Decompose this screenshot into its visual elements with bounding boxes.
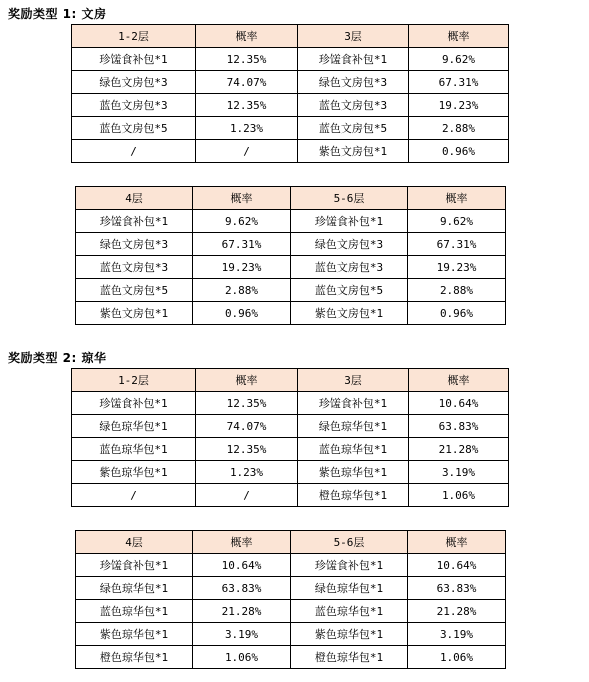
table-cell: 74.07%	[196, 415, 298, 438]
table-cell: 蓝色文房包*3	[291, 256, 408, 279]
reward-table	[75, 530, 506, 669]
table-row	[76, 210, 506, 233]
table-header-row	[76, 187, 506, 210]
table-cell: 2.88%	[408, 279, 506, 302]
table-cell: 紫色琼华包*1	[76, 623, 193, 646]
table-cell: 紫色文房包*1	[76, 302, 193, 325]
table-cell: 绿色琼华包*1	[291, 577, 408, 600]
table-cell: /	[196, 484, 298, 507]
table-cell: 珍馐食补包*1	[291, 210, 408, 233]
table-cell: 12.35%	[196, 94, 298, 117]
header-cell: 3层	[298, 369, 409, 392]
table-cell: 橙色琼华包*1	[291, 646, 408, 669]
table-cell: 67.31%	[193, 233, 291, 256]
header-cell: 5-6层	[291, 531, 408, 554]
header-cell: 4层	[76, 531, 193, 554]
table-cell: 1.06%	[408, 646, 506, 669]
table-cell: 2.88%	[193, 279, 291, 302]
table-cell: 19.23%	[408, 256, 506, 279]
table-row	[76, 577, 506, 600]
table-cell: 74.07%	[196, 71, 298, 94]
table-row	[72, 415, 509, 438]
table-cell: /	[72, 484, 196, 507]
table-cell: 珍馐食补包*1	[72, 48, 196, 71]
table-header-row	[76, 531, 506, 554]
table-cell: 63.83%	[408, 577, 506, 600]
table-cell: 蓝色文房包*3	[76, 256, 193, 279]
header-cell: 1-2层	[72, 369, 196, 392]
table-row	[76, 554, 506, 577]
table-cell: /	[72, 140, 196, 163]
section-title: 奖励类型 1: 文房	[8, 7, 107, 21]
header-cell: 概率	[409, 369, 509, 392]
table-row	[76, 233, 506, 256]
table-cell: 蓝色文房包*5	[76, 279, 193, 302]
header-cell: 概率	[408, 531, 506, 554]
table-header-row	[72, 369, 509, 392]
table-cell: 蓝色琼华包*1	[72, 438, 196, 461]
table-cell: 67.31%	[408, 233, 506, 256]
table-cell: 0.96%	[193, 302, 291, 325]
table-cell: 0.96%	[408, 302, 506, 325]
reward-table	[75, 186, 506, 325]
table-row	[76, 279, 506, 302]
table-cell: 0.96%	[409, 140, 509, 163]
table-cell: 67.31%	[409, 71, 509, 94]
header-cell: 概率	[196, 25, 298, 48]
header-cell: 5-6层	[291, 187, 408, 210]
table-cell: 珍馐食补包*1	[76, 554, 193, 577]
table-row	[72, 140, 509, 163]
header-cell: 1-2层	[72, 25, 196, 48]
table-cell: 紫色琼华包*1	[291, 623, 408, 646]
table-cell: 橙色琼华包*1	[298, 484, 409, 507]
table-cell: 9.62%	[409, 48, 509, 71]
table-cell: 蓝色文房包*5	[291, 279, 408, 302]
table-cell: 63.83%	[193, 577, 291, 600]
table-cell: 63.83%	[409, 415, 509, 438]
table-cell: 珍馐食补包*1	[298, 392, 409, 415]
table-cell: 21.28%	[409, 438, 509, 461]
reward-table	[71, 24, 509, 163]
table-row	[72, 48, 509, 71]
table-cell: 绿色琼华包*1	[76, 577, 193, 600]
table-cell: 绿色文房包*3	[76, 233, 193, 256]
table-row	[76, 302, 506, 325]
table-row	[72, 94, 509, 117]
header-cell: 4层	[76, 187, 193, 210]
table-cell: 珍馐食补包*1	[298, 48, 409, 71]
table-row	[72, 392, 509, 415]
table-cell: 9.62%	[193, 210, 291, 233]
header-cell: 概率	[408, 187, 506, 210]
table-row	[72, 438, 509, 461]
table-cell: 绿色文房包*3	[291, 233, 408, 256]
table-row	[76, 256, 506, 279]
header-cell: 概率	[193, 187, 291, 210]
table-cell: 绿色文房包*3	[72, 71, 196, 94]
table-cell: 绿色文房包*3	[298, 71, 409, 94]
table-cell: 10.64%	[409, 392, 509, 415]
table-cell: 9.62%	[408, 210, 506, 233]
table-cell: 1.23%	[196, 117, 298, 140]
table-cell: 12.35%	[196, 48, 298, 71]
reward-table	[71, 368, 509, 507]
table-cell: 21.28%	[408, 600, 506, 623]
table-cell: 紫色琼华包*1	[298, 461, 409, 484]
table-cell: 3.19%	[193, 623, 291, 646]
table-cell: 紫色文房包*1	[291, 302, 408, 325]
table-cell: 1.23%	[196, 461, 298, 484]
table-cell: 1.06%	[193, 646, 291, 669]
table-cell: 绿色琼华包*1	[72, 415, 196, 438]
header-cell: 概率	[193, 531, 291, 554]
section-title: 奖励类型 2: 琼华	[8, 351, 107, 365]
table-cell: 10.64%	[408, 554, 506, 577]
table-cell: 紫色文房包*1	[298, 140, 409, 163]
header-cell: 概率	[196, 369, 298, 392]
table-cell: 珍馐食补包*1	[72, 392, 196, 415]
table-row	[72, 117, 509, 140]
table-row	[76, 623, 506, 646]
table-cell: 蓝色文房包*5	[298, 117, 409, 140]
table-cell: 蓝色琼华包*1	[76, 600, 193, 623]
table-row	[76, 646, 506, 669]
header-cell: 概率	[409, 25, 509, 48]
table-row	[72, 484, 509, 507]
table-cell: 19.23%	[409, 94, 509, 117]
table-cell: 蓝色文房包*5	[72, 117, 196, 140]
table-header-row	[72, 25, 509, 48]
table-cell: 绿色琼华包*1	[298, 415, 409, 438]
table-cell: 蓝色文房包*3	[298, 94, 409, 117]
table-cell: 21.28%	[193, 600, 291, 623]
table-cell: 蓝色文房包*3	[72, 94, 196, 117]
table-cell: 蓝色琼华包*1	[298, 438, 409, 461]
table-cell: 珍馐食补包*1	[76, 210, 193, 233]
table-cell: 1.06%	[409, 484, 509, 507]
table-cell: 12.35%	[196, 392, 298, 415]
table-cell: 12.35%	[196, 438, 298, 461]
table-cell: 紫色琼华包*1	[72, 461, 196, 484]
table-cell: 3.19%	[409, 461, 509, 484]
header-cell: 3层	[298, 25, 409, 48]
table-row	[72, 461, 509, 484]
table-cell: 蓝色琼华包*1	[291, 600, 408, 623]
table-cell: 3.19%	[408, 623, 506, 646]
table-cell: 10.64%	[193, 554, 291, 577]
table-row	[72, 71, 509, 94]
table-cell: 19.23%	[193, 256, 291, 279]
table-cell: 橙色琼华包*1	[76, 646, 193, 669]
table-cell: 珍馐食补包*1	[291, 554, 408, 577]
table-row	[76, 600, 506, 623]
table-cell: /	[196, 140, 298, 163]
table-cell: 2.88%	[409, 117, 509, 140]
